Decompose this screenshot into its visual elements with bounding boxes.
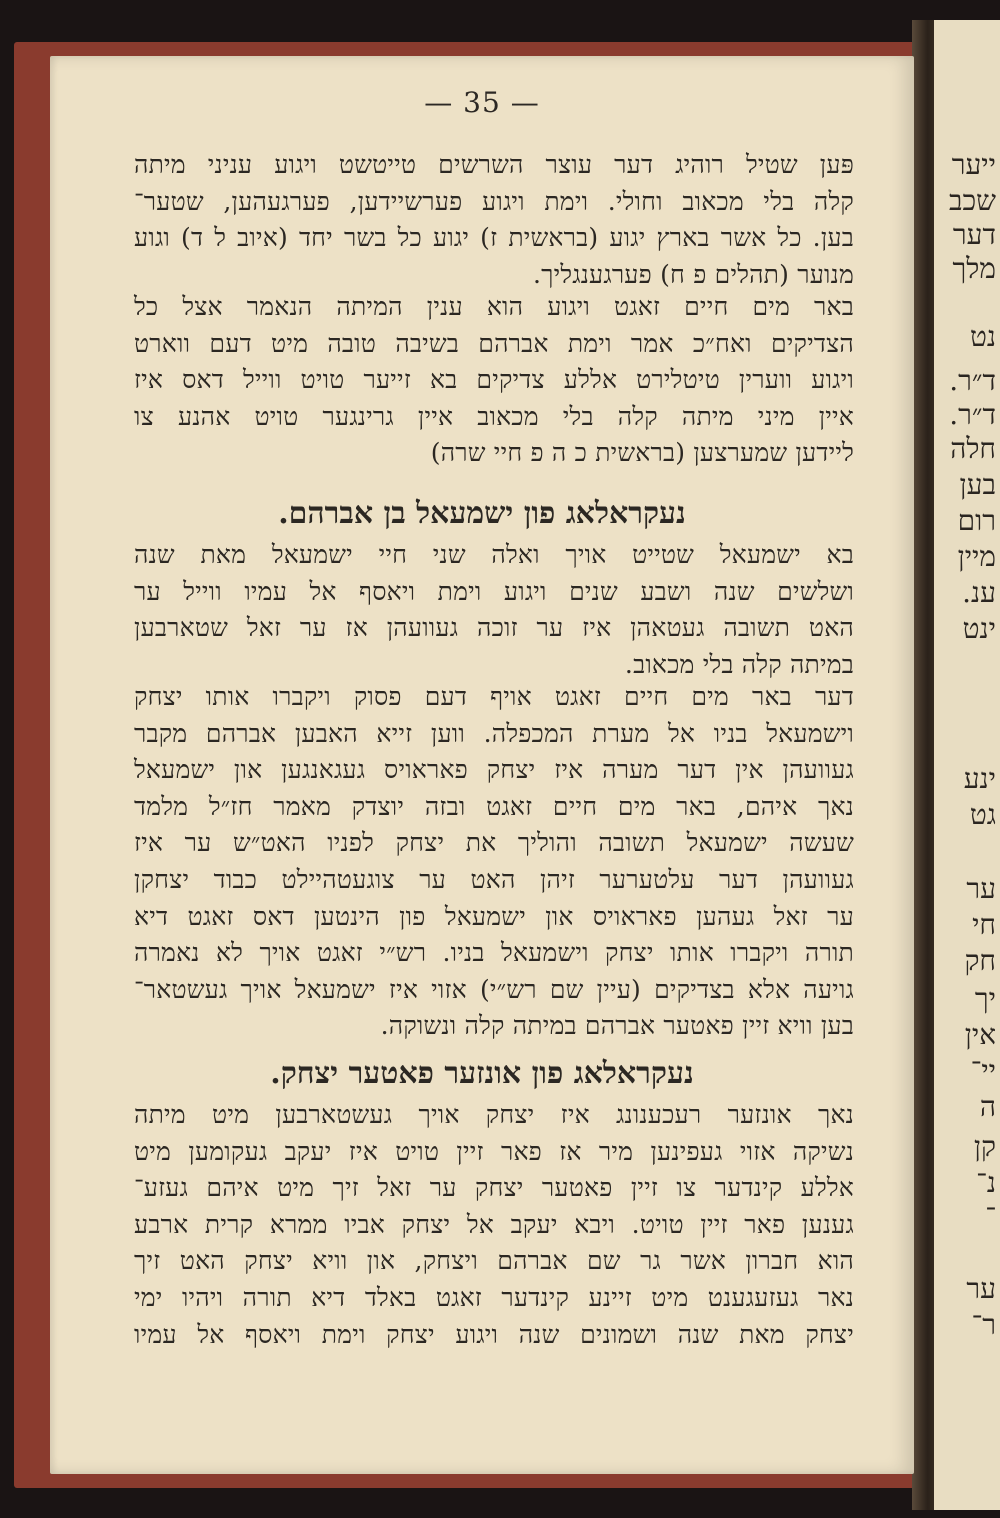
- text-line: אללע קינדער צו זיין פאטער יצחק ער זאל זיך מיט איהם געזע־: [134, 1173, 854, 1203]
- text-line: הוא חברון אשר גר שם אברהם ויצחק, און וויא יצחק האט זיך: [134, 1246, 854, 1276]
- facing-page-text-fragment: ה: [979, 1090, 996, 1123]
- section-heading: נעקראלאג פון ישמעאל בן אברהם.: [278, 496, 686, 531]
- facing-page-text-fragment: חלה: [950, 432, 996, 465]
- text-line: נאך אונזער רעכענונג איז יצחק אויך געשטארבען מיט מיתה: [134, 1100, 854, 1129]
- text-line: באר מים חיים זאגט ויגוע הוא ענין המיתה הנאמר אצל כל: [134, 292, 854, 321]
- facing-page-text-fragment: קן: [973, 1130, 996, 1163]
- text-line: מנוער (תהלים פ ח) פערגענגליך.: [532, 259, 854, 289]
- facing-page-text-fragment: גט: [969, 798, 996, 831]
- text-line: נשיקה אזוי געפינען מיר אז פאר זיין טויט איז יעקב געקומען מיט: [134, 1136, 854, 1166]
- facing-page-text-fragment: אין: [964, 1018, 996, 1051]
- text-line: ליידען שמערצען (בראשית כ ה פ חיי שרה): [430, 438, 854, 468]
- text-line: איין מיני מיתה קלה בלי מכאוב איין גרינגער טויט אהנע צו: [134, 401, 854, 431]
- facing-page-text-fragment: ד״ר.: [949, 364, 996, 397]
- facing-page-text-fragment: ענ.: [962, 576, 996, 609]
- facing-page-text-fragment: חי: [972, 908, 996, 941]
- text-line: במיתה קלה בלי מכאוב.: [624, 649, 854, 679]
- text-line: ושלשים שנה ושבע שנים ויגוע וימת ויאסף אל עמיו ווייל ער: [134, 576, 854, 606]
- facing-page-text-fragment: מיין: [957, 540, 996, 573]
- text-line: ויגוע ווערין טיטלירט אללע צדיקים בא זייער טויט ווייל דאס איז: [134, 365, 854, 395]
- text-line: קלה בלי מכאוב וחולי. וימת ויגוע פערשיידען, פערגעהען, שטער־: [134, 186, 854, 216]
- section-heading: נעקראלאג פון אונזער פאטער יצחק.: [270, 1056, 694, 1091]
- facing-page-text-fragment: יי־: [970, 1054, 996, 1087]
- facing-page-text-fragment: ד״ר.: [949, 398, 996, 431]
- facing-page-text-fragment: דער: [952, 218, 996, 251]
- facing-page-text-fragment: נ־: [976, 1166, 996, 1199]
- text-line: תורה ויקברו אותו יצחק וישמעאל בניו. רש״י זאגט אויך לא נאמרה: [134, 938, 854, 968]
- text-line: גענען פאר זיין טויט. ויבא יעקב אל יצחק אביו ממרא קרית ארבע: [134, 1209, 854, 1239]
- text-line: הצדיקים ואח״כ אמר וימת אברהם בשיבה טובה מיט דעם ווארט: [134, 328, 854, 358]
- facing-page-text-fragment: ער: [966, 872, 996, 905]
- facing-page-text-fragment: ייער: [951, 148, 996, 181]
- facing-page-text-fragment: ער: [966, 1272, 996, 1305]
- text-line: וישמעאל בניו אל מערת המכפלה. ווען זייא האבען אברהם מקבר: [134, 718, 854, 748]
- facing-page-text-fragment: רום: [957, 504, 996, 537]
- facing-page-text-fragment: ר־: [971, 1308, 996, 1341]
- facing-page-text-fragment: בען: [959, 468, 996, 501]
- text-line: יצחק מאת שנה ושמונים שנה ויגוע יצחק וימת ויאסף אל עמיו: [134, 1319, 854, 1349]
- book-page: [50, 56, 914, 1474]
- text-line: נאר געזעגענט מיט זיינע קינדער זאגט באלד דיא תורה ויהיו ימי: [134, 1283, 854, 1312]
- facing-page-text-fragment: ־: [985, 1200, 996, 1233]
- facing-page-text-fragment: ינט: [962, 612, 996, 645]
- facing-page: [934, 20, 1000, 1510]
- facing-page-text-fragment: שכב: [948, 184, 996, 217]
- text-line: שעשה ישמעאל תשובה והוליך את יצחק לפניו האט״ש ער איז: [134, 828, 854, 858]
- text-line: בא ישמעאל שטייט אויך ואלה שני חיי ישמעאל מאת שנה: [134, 540, 854, 569]
- facing-page-text-fragment: מלך: [952, 252, 996, 285]
- facing-page-text-fragment: ינע: [963, 762, 996, 795]
- text-line: ער זאל געהען פאראויס און ישמעאל פון הינטען דאס זאגט דיא: [134, 901, 854, 931]
- page-number: — 35 —: [424, 86, 540, 119]
- text-line: געוועהן אין דער מערה איז יצחק פאראויס געגאנגען און ישמעאל: [134, 755, 854, 785]
- text-line: נאך איהם, באר מים חיים זאגט ובזה יוצדק מאמר חז״ל מלמד: [134, 791, 854, 821]
- text-line: געוועהן דער עלטערער זיהן האט ער צוגעטהיילט כבוד יצחקן: [134, 865, 854, 894]
- text-line: בען וויא זיין פאטער אברהם במיתה קלה ונשוקה.: [380, 1011, 854, 1041]
- facing-page-text-fragment: חק: [964, 944, 996, 977]
- text-line: פּען שטיל רוהיג דער עוצר השרשים טייטשט ויגוע עניני מיתה: [134, 150, 854, 179]
- facing-page-text-fragment: יך: [974, 982, 996, 1015]
- text-line: בען. כל אשר בארץ יגוע (בראשית ז) יגוע כל בשר יחד (איוב ל ד) וגוע: [134, 223, 854, 253]
- text-line: גויעה אלא בצדיקים (עיין שם רש״י) אזוי איז ישמעאל אויך געשטאר־: [134, 974, 854, 1004]
- text-line: האט תשובה געטאהן איז ער זוכה געוועהן אז ער זאל שטארבען: [134, 613, 854, 643]
- text-line: דער באר מים חיים זאגט אויף דעם פסוק ויקברו אותו יצחק: [134, 682, 854, 711]
- facing-page-text-fragment: נט: [969, 320, 996, 353]
